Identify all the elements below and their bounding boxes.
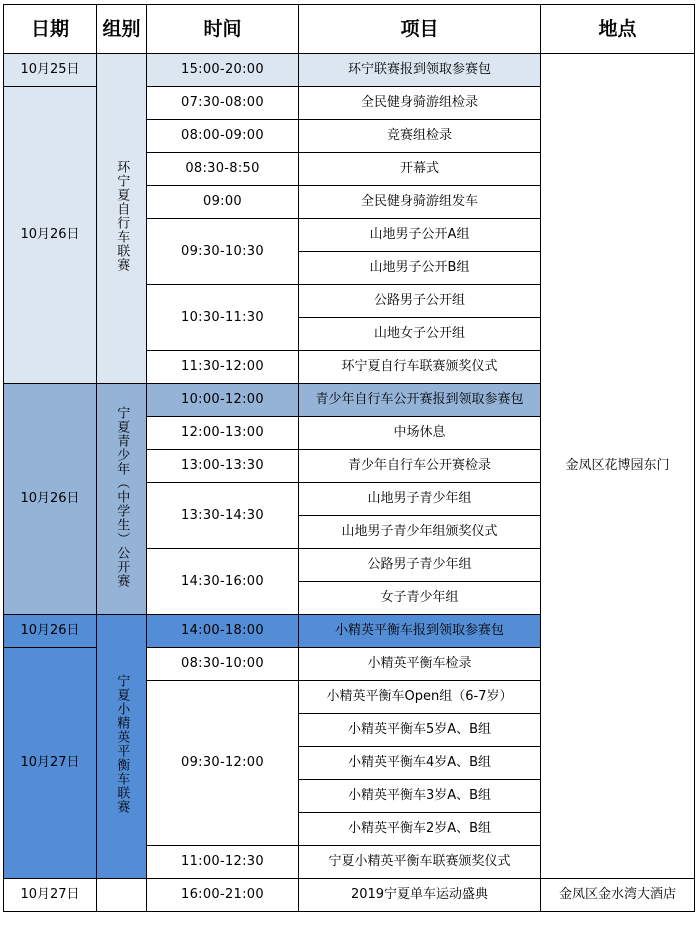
table-row xyxy=(4,54,695,87)
event-schedule-table xyxy=(3,4,695,912)
item-cell: 宁夏小精英平衡车联赛颁奖仪式 xyxy=(299,846,541,879)
date-cell: 10月26日 xyxy=(4,615,97,648)
item-cell: 青少年自行车公开赛报到领取参赛包 xyxy=(299,384,541,417)
group-cell xyxy=(97,615,147,879)
group-cell xyxy=(97,54,147,384)
group-label: 宁夏青少年（中学生）公开赛 xyxy=(114,405,130,588)
header-item: 项目 xyxy=(299,5,541,54)
time-cell: 14:00-18:00 xyxy=(147,615,299,648)
time-cell: 08:00-09:00 xyxy=(147,120,299,153)
date-cell: 10月26日 xyxy=(4,87,97,384)
item-cell: 小精英平衡车检录 xyxy=(299,648,541,681)
time-cell: 16:00-21:00 xyxy=(147,879,299,912)
item-cell: 2019宁夏单车运动盛典 xyxy=(299,879,541,912)
item-cell: 青少年自行车公开赛检录 xyxy=(299,450,541,483)
time-cell: 14:30-16:00 xyxy=(147,549,299,615)
item-cell: 小精英平衡车2岁A、B组 xyxy=(299,813,541,846)
item-cell: 山地男子公开B组 xyxy=(299,252,541,285)
time-cell: 09:00 xyxy=(147,186,299,219)
date-cell: 10月27日 xyxy=(4,879,97,912)
time-cell: 10:00-12:00 xyxy=(147,384,299,417)
time-cell: 11:30-12:00 xyxy=(147,351,299,384)
place-cell: 金凤区金水湾大酒店 xyxy=(541,879,695,912)
item-cell: 小精英平衡车5岁A、B组 xyxy=(299,714,541,747)
item-cell: 小精英平衡车3岁A、B组 xyxy=(299,780,541,813)
item-cell: 环宁夏自行车联赛颁奖仪式 xyxy=(299,351,541,384)
item-cell: 开幕式 xyxy=(299,153,541,186)
time-cell: 07:30-08:00 xyxy=(147,87,299,120)
header-time: 时间 xyxy=(147,5,299,54)
item-cell: 小精英平衡车报到领取参赛包 xyxy=(299,615,541,648)
header-place: 地点 xyxy=(541,5,695,54)
item-cell: 山地男子青少年组颁奖仪式 xyxy=(299,516,541,549)
table-row xyxy=(4,879,695,912)
item-cell: 女子青少年组 xyxy=(299,582,541,615)
group-cell-empty xyxy=(97,879,147,912)
date-cell: 10月27日 xyxy=(4,648,97,879)
header-group: 组别 xyxy=(97,5,147,54)
item-cell: 山地男子青少年组 xyxy=(299,483,541,516)
time-cell: 13:00-13:30 xyxy=(147,450,299,483)
item-cell: 小精英平衡车Open组（6-7岁） xyxy=(299,681,541,714)
item-cell: 竞赛组检录 xyxy=(299,120,541,153)
time-cell: 09:30-12:00 xyxy=(147,681,299,846)
date-cell: 10月25日 xyxy=(4,54,97,87)
time-cell: 08:30-10:00 xyxy=(147,648,299,681)
header-row xyxy=(4,5,695,54)
group-cell xyxy=(97,384,147,615)
time-cell: 15:00-20:00 xyxy=(147,54,299,87)
time-cell: 08:30-8:50 xyxy=(147,153,299,186)
time-cell: 09:30-10:30 xyxy=(147,219,299,285)
item-cell: 全民健身骑游组发车 xyxy=(299,186,541,219)
time-cell: 12:00-13:00 xyxy=(147,417,299,450)
time-cell: 11:00-12:30 xyxy=(147,846,299,879)
item-cell: 公路男子公开组 xyxy=(299,285,541,318)
item-cell: 小精英平衡车4岁A、B组 xyxy=(299,747,541,780)
date-cell: 10月26日 xyxy=(4,384,97,615)
group-label: 环宁夏自行车联赛 xyxy=(114,160,130,273)
header-date: 日期 xyxy=(4,5,97,54)
item-cell: 山地男子公开A组 xyxy=(299,219,541,252)
time-cell: 13:30-14:30 xyxy=(147,483,299,549)
item-cell: 全民健身骑游组检录 xyxy=(299,87,541,120)
group-label: 宁夏小精英平衡车联赛 xyxy=(114,674,130,815)
time-cell: 10:30-11:30 xyxy=(147,285,299,351)
item-cell: 公路男子青少年组 xyxy=(299,549,541,582)
item-cell: 环宁联赛报到领取参赛包 xyxy=(299,54,541,87)
item-cell: 山地女子公开组 xyxy=(299,318,541,351)
place-cell: 金凤区花博园东门 xyxy=(541,54,695,879)
item-cell: 中场休息 xyxy=(299,417,541,450)
